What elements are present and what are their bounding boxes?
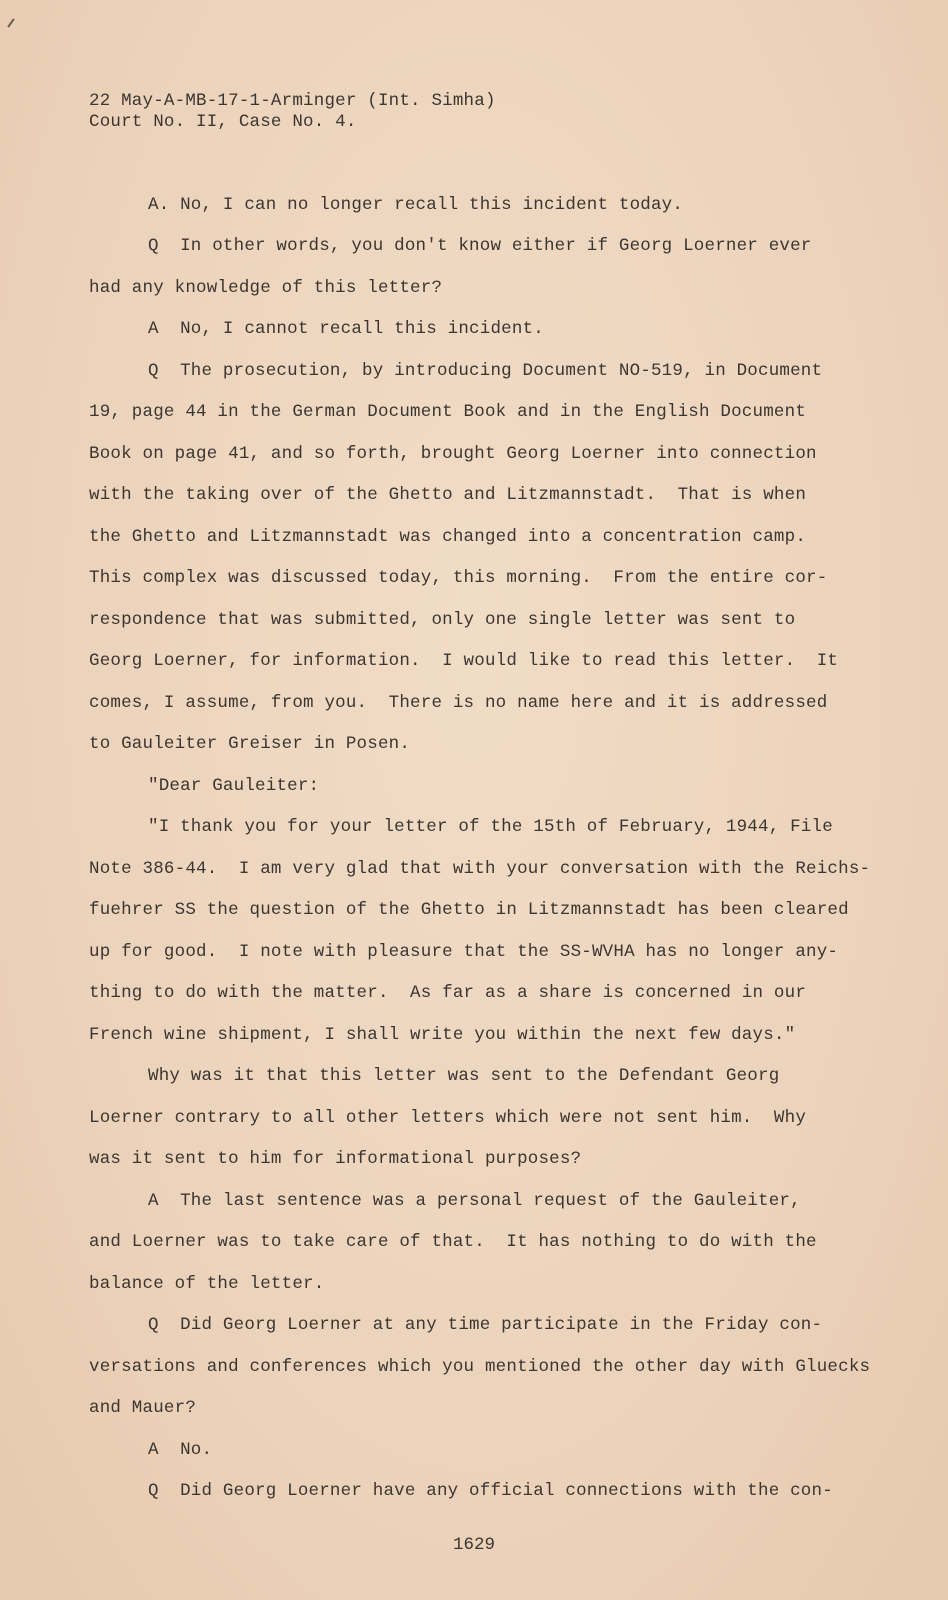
header-line-1: 22 May-A-MB-17-1-Arminger (Int. Simha) (89, 91, 496, 111)
text-line: versations and conferences which you mentioned the other day with Gluecks (89, 1357, 871, 1377)
text-line: Q The prosecution, by introducing Document NO-519, in Document (148, 361, 823, 381)
text-line: thing to do with the matter. As far as a share is concerned in our (89, 983, 807, 1003)
text-line: This complex was discussed today, this morning. From the entire cor- (89, 568, 828, 588)
text-line: Note 386-44. I am very glad that with your conversation with the Reichs- (89, 859, 871, 879)
text-line: Q Did Georg Loerner at any time participate in the Friday con- (148, 1315, 823, 1335)
text-line: Book on page 41, and so forth, brought Georg Loerner into connection (89, 444, 817, 464)
text-line: respondence that was submitted, only one single letter was sent to (89, 610, 796, 630)
text-line: and Loerner was to take care of that. It has nothing to do with the (89, 1232, 817, 1252)
text-line: A. No, I can no longer recall this incident today. (148, 195, 684, 215)
text-line: and Mauer? (89, 1398, 197, 1418)
page-number: 1629 (452, 1535, 495, 1555)
text-line: "Dear Gauleiter: (148, 776, 320, 796)
text-line: A No, I cannot recall this incident. (148, 319, 544, 339)
text-line: French wine shipment, I shall write you within the next few days." (89, 1025, 796, 1045)
text-line: had any knowledge of this letter? (89, 278, 443, 298)
text-line: with the taking over of the Ghetto and Litzmannstadt. That is when (89, 485, 807, 505)
text-line: up for good. I note with pleasure that the SS-WVHA has no longer any- (89, 942, 839, 962)
text-line: Q In other words, you don't know either if Georg Loerner ever (148, 236, 812, 256)
text-line: balance of the letter. (89, 1274, 325, 1294)
text-line: Q Did Georg Loerner have any official connections with the con- (148, 1481, 833, 1501)
text-line: the Ghetto and Litzmannstadt was changed into a concentration camp. (89, 527, 807, 547)
text-line: A No. (148, 1440, 213, 1460)
header-line-2: Court No. II, Case No. 4. (89, 112, 357, 132)
text-line: comes, I assume, from you. There is no name here and it is addressed (89, 693, 828, 713)
text-line: Georg Loerner, for information. I would like to read this letter. It (89, 651, 839, 671)
text-line: "I thank you for your letter of the 15th of February, 1944, File (148, 817, 833, 837)
text-line: Why was it that this letter was sent to the Defendant Georg (148, 1066, 780, 1086)
corner-mark (7, 18, 14, 27)
text-line: Loerner contrary to all other letters which were not sent him. Why (89, 1108, 807, 1128)
text-line: to Gauleiter Greiser in Posen. (89, 734, 411, 754)
text-line: was it sent to him for informational purposes? (89, 1149, 582, 1169)
text-line: 19, page 44 in the German Document Book and in the English Document (89, 402, 807, 422)
text-line: A The last sentence was a personal request of the Gauleiter, (148, 1191, 801, 1211)
text-line: fuehrer SS the question of the Ghetto in Litzmannstadt has been cleared (89, 900, 849, 920)
